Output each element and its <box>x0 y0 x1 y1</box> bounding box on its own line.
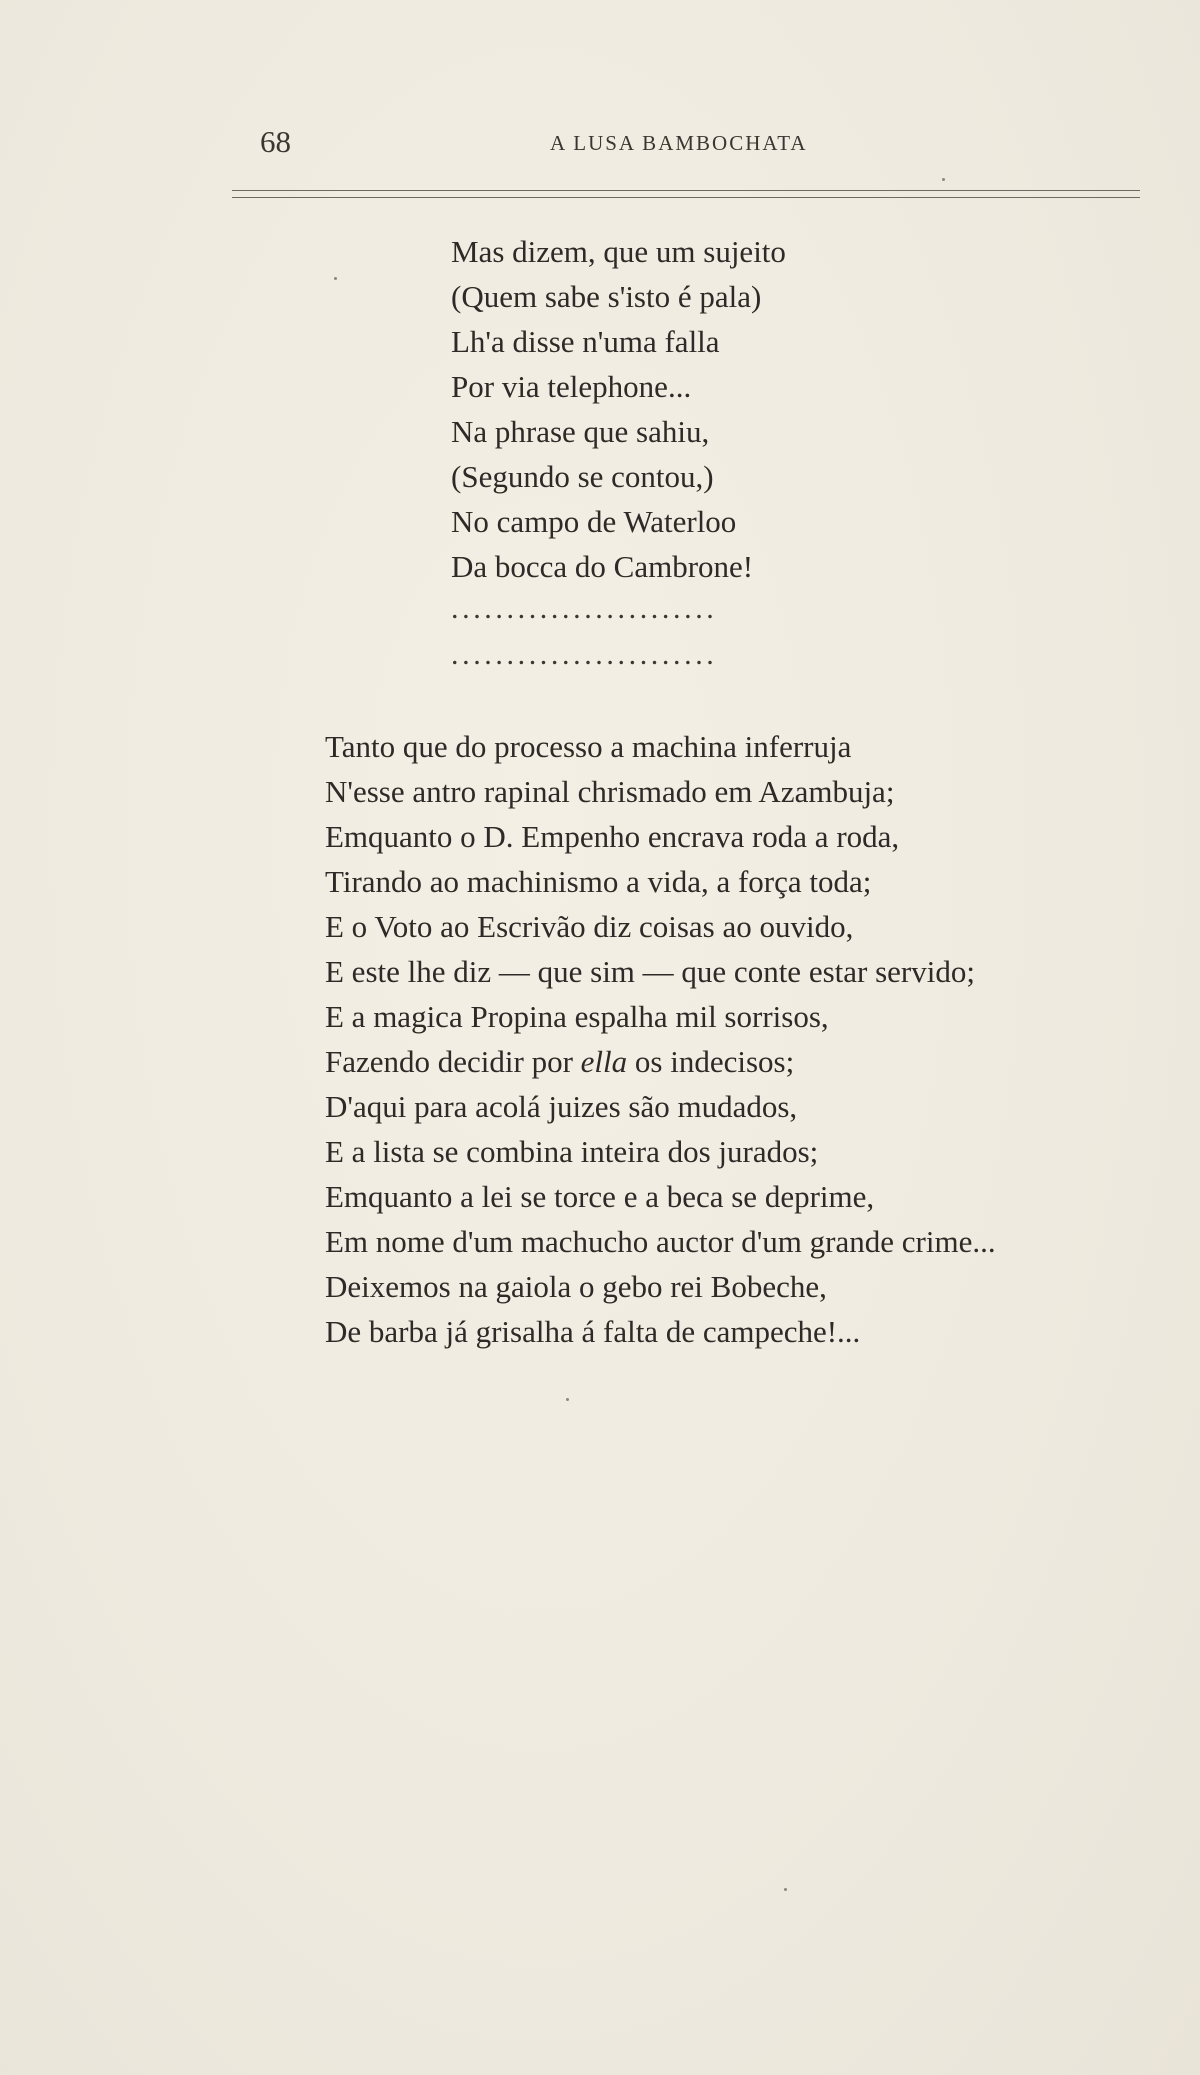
verse-line: (Segundo se contou,) <box>451 459 714 494</box>
verse-line: No campo de Waterloo <box>451 504 737 539</box>
verse-line: N'esse antro rapinal chrismado em Azambuja; <box>325 774 895 809</box>
verse-line: Na phrase que sahiu, <box>451 414 710 449</box>
ellipsis-line: ........................ <box>451 592 718 625</box>
verse-line: Mas dizem, que um sujeito <box>451 234 786 269</box>
verse-line: E a lista se combina inteira dos jurados; <box>325 1134 819 1169</box>
verse-line: Tirando ao machinismo a vida, a força toda; <box>325 864 872 899</box>
verse-line: E a magica Propina espalha mil sorrisos, <box>325 999 829 1034</box>
page-number: 68 <box>260 124 291 159</box>
paper-speck <box>566 1398 569 1401</box>
header-rule-bottom <box>232 197 1140 198</box>
verse-line: Da bocca do Cambrone! <box>451 549 754 584</box>
italic-word: ella <box>580 1044 628 1079</box>
verse-line: Emquanto a lei se torce e a beca se deprime, <box>325 1179 875 1214</box>
poem-stanza-long <box>325 724 996 1354</box>
verse-line: E este lhe diz — que sim — que conte estar servido; <box>325 954 975 989</box>
header-rule-top <box>232 190 1140 191</box>
verse-line: D'aqui para acolá juizes são mudados, <box>325 1089 798 1124</box>
verse-line: Tanto que do processo a machina inferruja <box>325 729 852 764</box>
verse-line: Emquanto o D. Empenho encrava roda a roda, <box>325 819 900 854</box>
verse-line: Em nome d'um machucho auctor d'um grande crime... <box>325 1224 996 1259</box>
verse-line: Lh'a disse n'uma falla <box>451 324 720 359</box>
paper-speck <box>334 277 337 280</box>
verse-line: De barba já grisalha á falta de campeche!... <box>325 1314 861 1349</box>
verse-line: Deixemos na gaiola o gebo rei Bobeche, <box>325 1269 827 1304</box>
running-title: A LUSA BAMBOCHATA <box>550 131 808 155</box>
verse-line: E o Voto ao Escrivão diz coisas ao ouvido, <box>325 909 854 944</box>
paper-speck <box>784 1888 787 1891</box>
poem-stanza-short <box>451 229 786 589</box>
ellipsis-line: ........................ <box>451 638 718 671</box>
paper-speck <box>942 178 945 181</box>
verse-line: Por via telephone... <box>451 369 692 404</box>
verse-line: (Quem sabe s'isto é pala) <box>451 279 762 314</box>
verse-line: Fazendo decidir por ella os indecisos; <box>325 1044 795 1079</box>
